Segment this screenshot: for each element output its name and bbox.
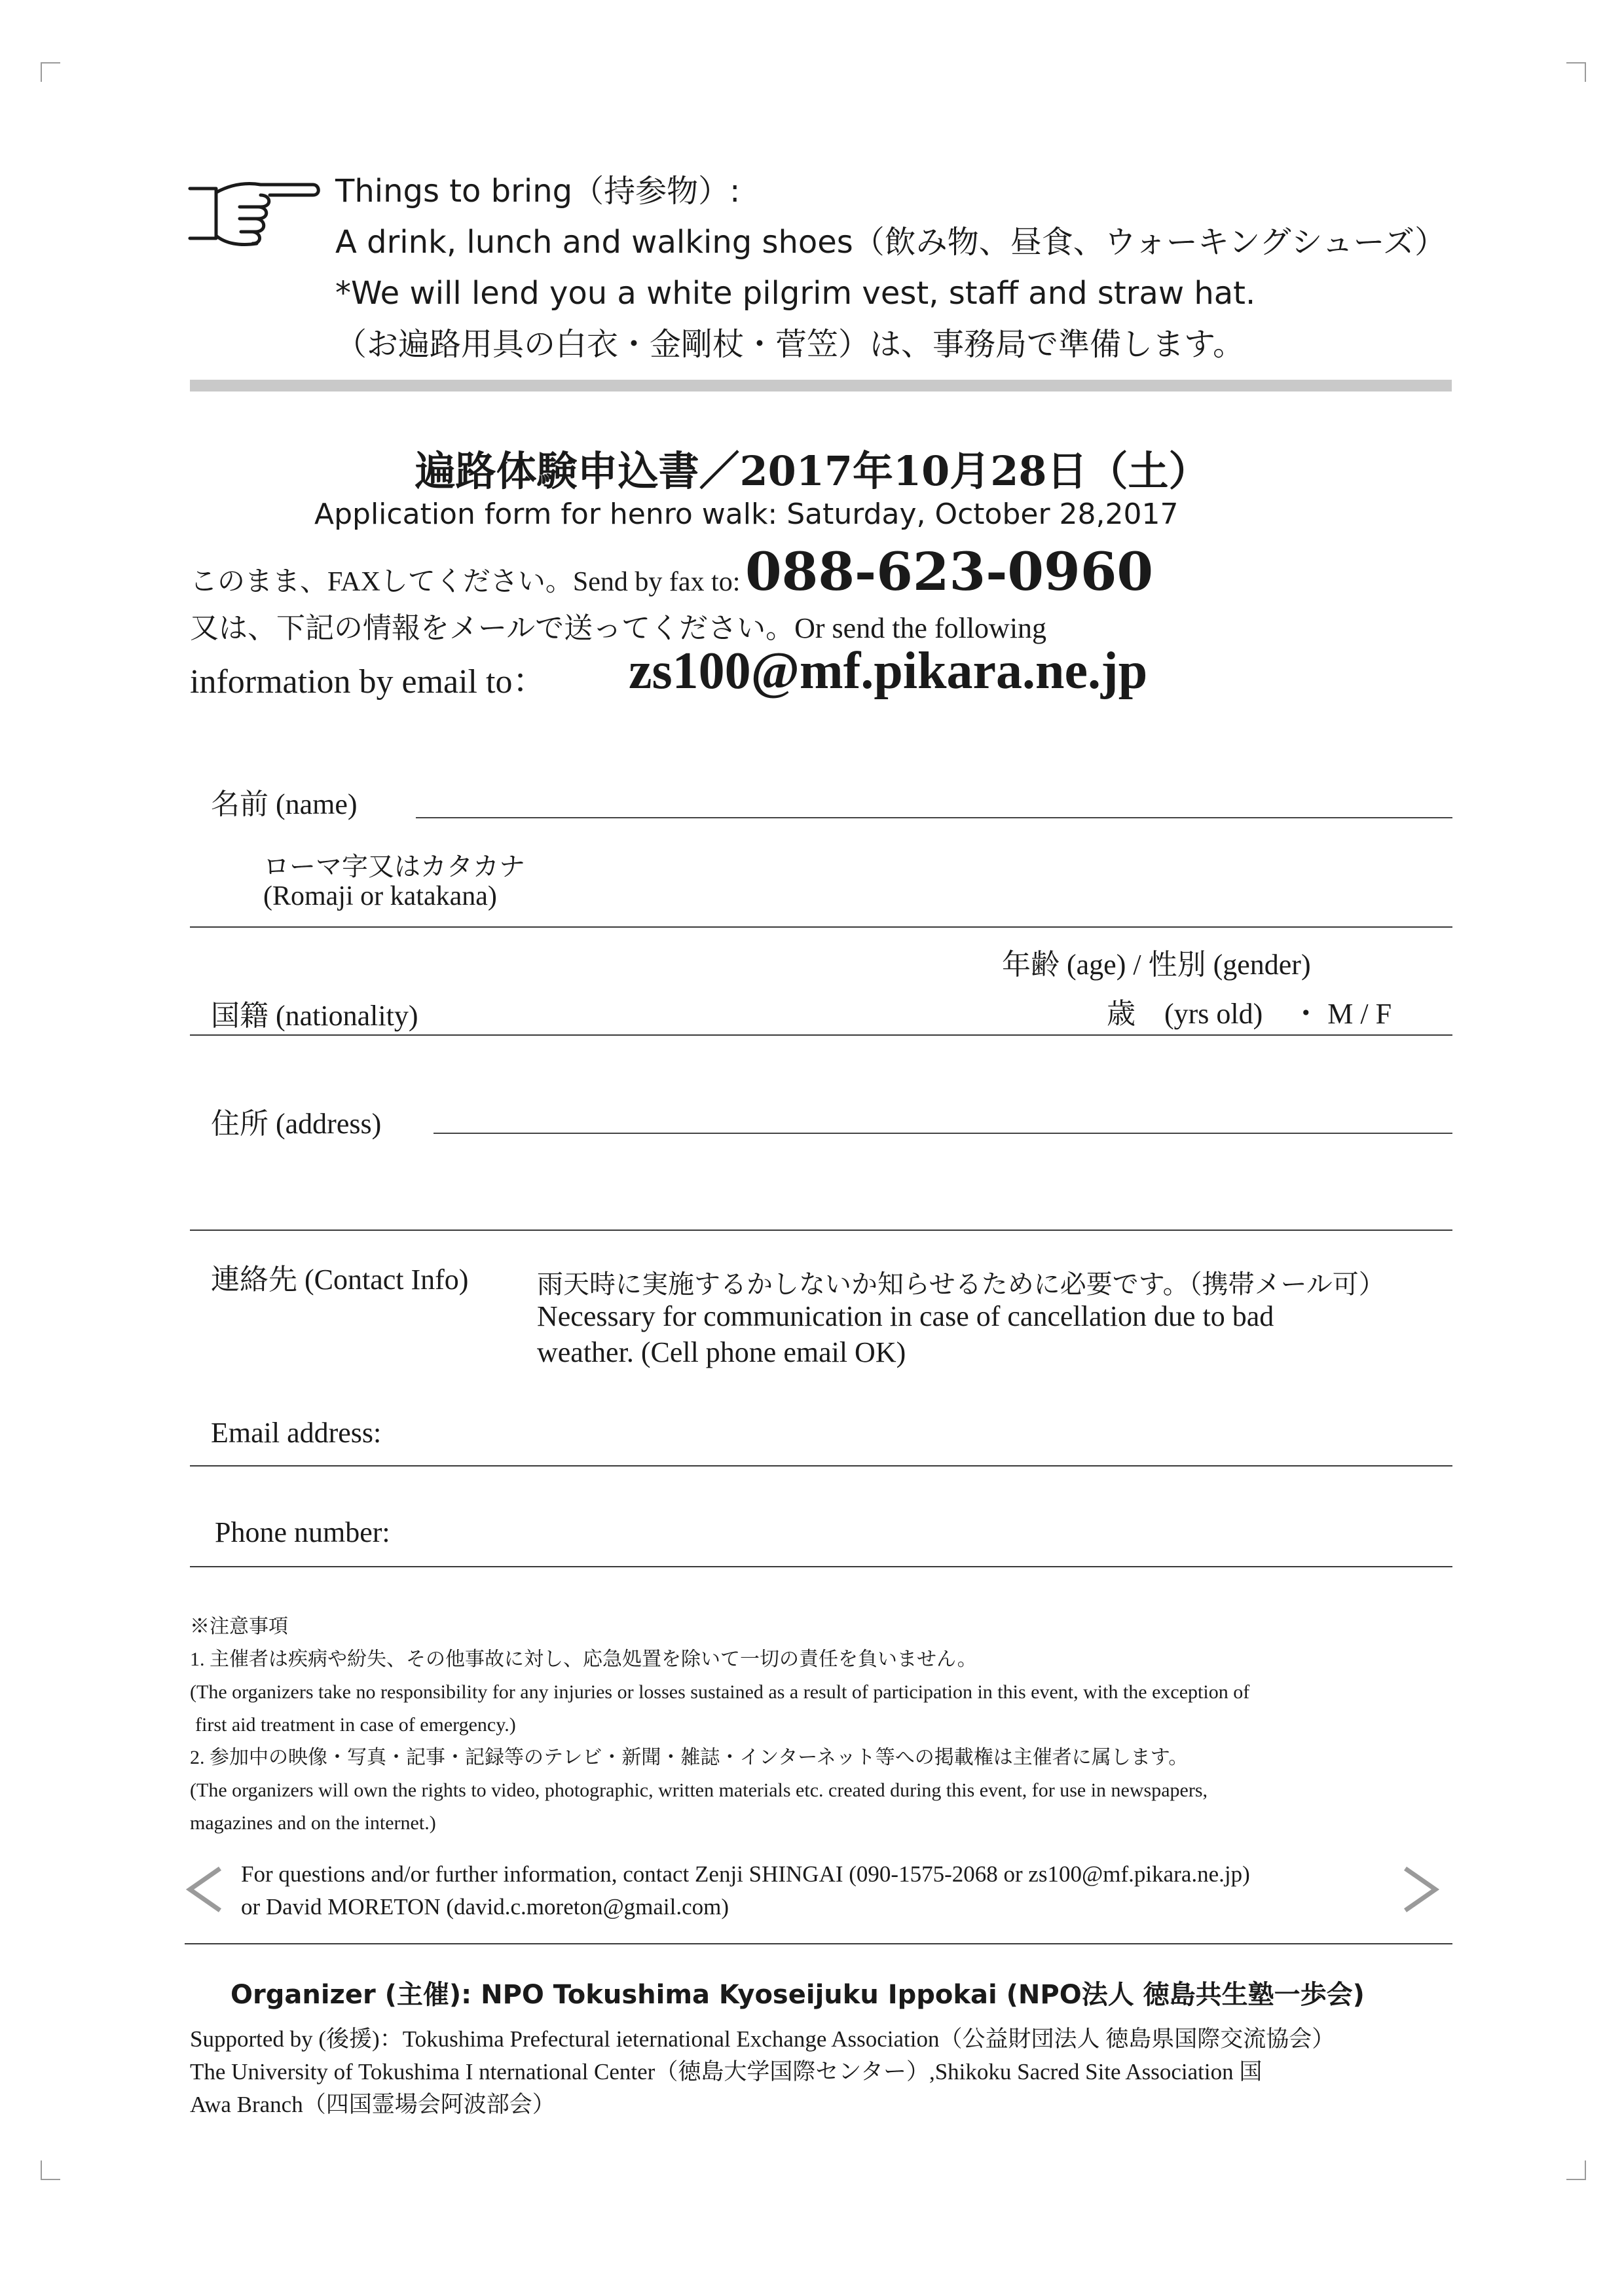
address-input-line[interactable] xyxy=(434,1133,1452,1134)
name-input-line[interactable] xyxy=(416,817,1452,818)
email-address: zs100@mf.pikara.ne.jp xyxy=(629,642,1148,700)
chevron-right-icon xyxy=(1401,1865,1441,1917)
nationality-input-line[interactable] xyxy=(190,1034,1452,1036)
crop-mark-top-right xyxy=(1566,62,1586,82)
note-1-en: (The organizers take no responsibility for any injuries or losses sustained as a result of participation in this event, with the exception of xyxy=(190,1681,1250,1703)
further-info xyxy=(241,1858,1250,1923)
email-input-line[interactable] xyxy=(190,1465,1452,1467)
contact-label: 連絡先 (Contact Info) xyxy=(211,1264,469,1296)
contact-note-jp: 雨天時に実施するかしないか知らせるために必要です。（携帯メール可） xyxy=(537,1269,1385,1299)
supporter-line-2: The University of Tokushima I nternational Center（徳島大学国際センター）,Shikoku Sacred Site Association 国 xyxy=(190,2059,1263,2085)
further-info-line-1: For questions and/or further information, contact Zenji SHINGAI (090-1575-2068 or zs100@mf.pikara.ne.jp) xyxy=(241,1861,1250,1887)
name-label: 名前 (name) xyxy=(211,788,358,820)
email-instruction-2: information by email to： xyxy=(190,663,547,701)
age-gender-label: 年齢 (age) / 性別 (gender) xyxy=(1002,949,1311,981)
fax-number: 088-623-0960 xyxy=(745,541,1154,602)
note-2-en-cont: magazines and on the internet.) xyxy=(190,1812,436,1834)
address-label: 住所 (address) xyxy=(211,1108,382,1140)
notes-heading: ※注意事項 xyxy=(190,1616,288,1637)
bring-lend-note: *We will lend you a white pilgrim vest, staff and straw hat. xyxy=(335,275,1256,312)
contact-note-en: Necessary for communication in case of cancellation due to bad xyxy=(537,1300,1274,1332)
further-info-line-2: or David MORETON (david.c.moreton@gmail.com) xyxy=(241,1894,729,1920)
email-field-label: Email address: xyxy=(211,1417,382,1449)
supporter-line-1: Supported by (後援)：Tokushima Prefectural ieternational Exchange Association（公益財団法人 徳島県国際交流協会） xyxy=(190,2026,1335,2052)
supporter-line-3: Awa Branch（四国霊場会阿波部会） xyxy=(190,2092,555,2117)
supporters xyxy=(190,2023,1335,2121)
nationality-label: 国籍 (nationality) xyxy=(211,1000,418,1032)
note-1-en-cont: first aid treatment in case of emergency.) xyxy=(195,1714,516,1736)
crop-mark-bottom-left xyxy=(41,2160,60,2180)
phone-input-line[interactable] xyxy=(190,1566,1452,1567)
chevron-left-icon xyxy=(185,1865,224,1917)
contact-divider xyxy=(185,1943,1452,1944)
romaji-input-line[interactable] xyxy=(190,926,1452,928)
bring-items: A drink, lunch and walking shoes（飲み物、昼食、ウォーキングシューズ） xyxy=(335,224,1447,261)
phone-field-label: Phone number: xyxy=(215,1516,390,1548)
section-divider-band xyxy=(190,380,1452,392)
crop-mark-bottom-right xyxy=(1566,2160,1586,2180)
crop-mark-top-left xyxy=(41,62,60,82)
romaji-label-en: (Romaji or katakana) xyxy=(263,881,497,911)
note-1-jp: 1. 主催者は疾病や紛失、その他事故に対し、応急処置を除いて一切の責任を負いません。 xyxy=(190,1649,977,1670)
email-instruction: 又は、下記の情報をメールで送ってください。Or send the following xyxy=(190,612,1047,644)
bring-title: Things to bring（持参物）: xyxy=(335,173,741,210)
romaji-label-jp: ローマ字又はカタカナ xyxy=(263,852,525,881)
age-gender-field[interactable]: 歳 (yrs old) ・ M / F xyxy=(1107,998,1392,1030)
things-to-bring xyxy=(335,166,1446,370)
fax-instruction: このまま、FAXしてください。Send by fax to: xyxy=(190,567,741,597)
notes-section xyxy=(190,1611,1249,1840)
form-title-en: Application form for henro walk: Saturday, October 28,2017 xyxy=(314,498,1179,531)
contact-note-en-2: weather. (Cell phone email OK) xyxy=(537,1336,906,1368)
note-2-en: (The organizers will own the rights to video, photographic, written materials etc. created during this event, for use in newspapers, xyxy=(190,1779,1208,1801)
form-title-jp: 遍路体験申込書／2017年10月28日（土） xyxy=(415,447,1209,495)
bring-lend-note-jp: （お遍路用具の白衣・金剛杖・菅笠）は、事務局で準備します。 xyxy=(335,326,1245,363)
note-2-jp: 2. 参加中の映像・写真・記事・記録等のテレビ・新聞・雑誌・インターネット等への掲載権は主催者に属します。 xyxy=(190,1747,1189,1768)
address-second-line[interactable] xyxy=(190,1230,1452,1231)
organizer: Organizer (主催): NPO Tokushima Kyoseijuku Ippokai (NPO法人 徳島共生塾一歩会) xyxy=(231,1980,1365,2010)
pointing-hand-icon xyxy=(185,175,323,254)
